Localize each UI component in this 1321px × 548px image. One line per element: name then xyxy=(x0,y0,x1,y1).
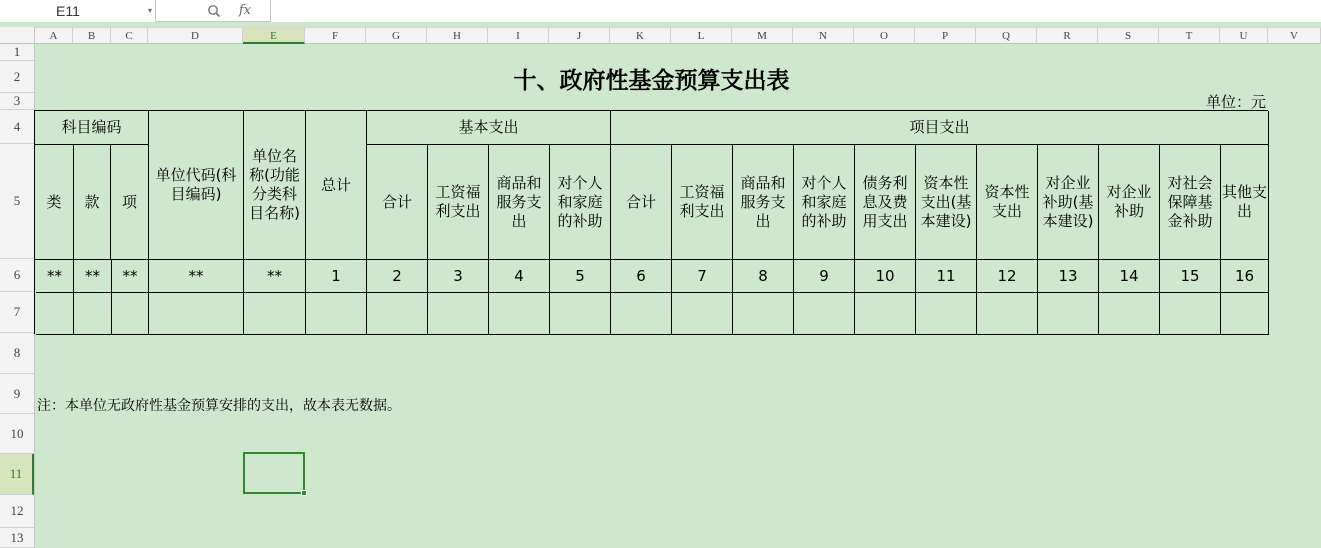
column-header-r[interactable]: R xyxy=(1037,28,1098,44)
row-header-3[interactable]: 3 xyxy=(0,93,34,110)
data-cell[interactable] xyxy=(1038,293,1099,335)
data-cell[interactable] xyxy=(916,293,977,335)
header-unit-code[interactable]: 单位代码(科目编码) xyxy=(149,111,244,260)
header-project-col-9[interactable]: 对企业补助 xyxy=(1099,145,1160,260)
column-header-n[interactable]: N xyxy=(793,28,854,44)
column-header-t[interactable]: T xyxy=(1159,28,1220,44)
index-cell[interactable]: 14 xyxy=(1099,260,1160,293)
header-basic-col-1[interactable]: 合计 xyxy=(367,145,428,260)
index-cell[interactable]: 15 xyxy=(1160,260,1221,293)
header-section[interactable]: 款 xyxy=(74,145,111,260)
index-cell[interactable]: 6 xyxy=(611,260,672,293)
header-basic-col-3[interactable]: 商品和服务支出 xyxy=(489,145,550,260)
header-project-col-2[interactable]: 工资福利支出 xyxy=(672,145,733,260)
row-header-7[interactable]: 7 xyxy=(0,292,34,333)
row-header-4[interactable]: 4 xyxy=(0,110,34,144)
header-basic-col-4[interactable]: 对个人和家庭的补助 xyxy=(550,145,611,260)
row-header-1[interactable]: 1 xyxy=(0,44,34,61)
index-cell[interactable]: 10 xyxy=(855,260,916,293)
active-cell-selection[interactable] xyxy=(243,452,305,494)
data-cell[interactable] xyxy=(36,293,74,335)
header-project-col-10[interactable]: 对社会保障基金补助 xyxy=(1160,145,1221,260)
data-cell[interactable] xyxy=(611,293,672,335)
data-cell[interactable] xyxy=(855,293,916,335)
formula-input[interactable] xyxy=(270,0,1321,22)
header-project-col-6[interactable]: 资本性支出(基本建设) xyxy=(916,145,977,260)
column-header-a[interactable]: A xyxy=(35,28,73,44)
column-header-e[interactable]: E xyxy=(243,28,305,44)
sheet-title: 十、政府性基金预算支出表 xyxy=(513,67,790,94)
header-project-col-5[interactable]: 债务利息及费用支出 xyxy=(855,145,916,260)
column-header-l[interactable]: L xyxy=(671,28,732,44)
fill-handle[interactable] xyxy=(301,490,307,496)
header-total[interactable]: 总计 xyxy=(306,111,367,260)
data-cell[interactable] xyxy=(428,293,489,335)
column-header-bar xyxy=(0,27,1321,44)
index-cell[interactable]: 9 xyxy=(794,260,855,293)
column-header-v[interactable]: V xyxy=(1268,28,1321,44)
index-cell[interactable]: 1 xyxy=(306,260,367,293)
column-header-q[interactable]: Q xyxy=(976,28,1037,44)
index-cell[interactable]: 5 xyxy=(550,260,611,293)
column-header-k[interactable]: K xyxy=(610,28,671,44)
header-project-col-1[interactable]: 合计 xyxy=(611,145,672,260)
index-cell[interactable]: ** xyxy=(149,260,244,293)
row-header-11[interactable]: 11 xyxy=(0,454,34,495)
index-cell[interactable]: 3 xyxy=(428,260,489,293)
row-header-2[interactable]: 2 xyxy=(0,61,34,93)
data-cell[interactable] xyxy=(367,293,428,335)
row-header-bar xyxy=(0,44,35,548)
column-header-u[interactable]: U xyxy=(1220,28,1268,44)
index-cell[interactable]: 11 xyxy=(916,260,977,293)
data-cell[interactable] xyxy=(306,293,367,335)
row-header-10[interactable]: 10 xyxy=(0,414,34,454)
column-header-j[interactable]: J xyxy=(549,28,610,44)
data-cell[interactable] xyxy=(244,293,306,335)
header-unit-name[interactable]: 单位名称(功能分类科目名称) xyxy=(244,111,306,260)
row-header-12[interactable]: 12 xyxy=(0,495,34,528)
header-project-col-7[interactable]: 资本性支出 xyxy=(977,145,1038,260)
data-cell[interactable] xyxy=(149,293,244,335)
header-project-col-3[interactable]: 商品和服务支出 xyxy=(733,145,794,260)
index-cell[interactable]: ** xyxy=(112,260,149,293)
index-cell[interactable]: ** xyxy=(244,260,306,293)
header-class[interactable]: 类 xyxy=(35,145,74,260)
column-header-i[interactable]: I xyxy=(488,28,549,44)
data-cell[interactable] xyxy=(1099,293,1160,335)
index-cell[interactable]: ** xyxy=(74,260,112,293)
column-header-h[interactable]: H xyxy=(427,28,488,44)
data-cell[interactable] xyxy=(1221,293,1269,335)
row-header-9[interactable]: 9 xyxy=(0,374,34,414)
data-cell[interactable] xyxy=(733,293,794,335)
header-basic-col-2[interactable]: 工资福利支出 xyxy=(428,145,489,260)
header-item[interactable]: 项 xyxy=(111,145,149,260)
column-header-f[interactable]: F xyxy=(305,28,366,44)
name-box[interactable]: E11 xyxy=(0,0,156,22)
column-header-d[interactable]: D xyxy=(148,28,243,44)
data-cell[interactable] xyxy=(489,293,550,335)
row-header-6[interactable]: 6 xyxy=(0,259,34,292)
select-all-corner[interactable] xyxy=(0,27,35,44)
index-cell[interactable]: 13 xyxy=(1038,260,1099,293)
header-subject-code[interactable]: 科目编码 xyxy=(35,111,149,145)
row-header-8[interactable]: 8 xyxy=(0,333,34,374)
index-cell[interactable]: 16 xyxy=(1221,260,1269,293)
header-project-col-11[interactable]: 其他支出 xyxy=(1221,145,1269,260)
header-project-col-8[interactable]: 对企业补助(基本建设) xyxy=(1038,145,1099,260)
column-header-m[interactable]: M xyxy=(732,28,793,44)
data-cell[interactable] xyxy=(74,293,112,335)
header-project-col-4[interactable]: 对个人和家庭的补助 xyxy=(794,145,855,260)
column-header-b[interactable]: B xyxy=(73,28,111,44)
index-cell[interactable]: 7 xyxy=(672,260,733,293)
index-cell[interactable]: 12 xyxy=(977,260,1038,293)
data-cell[interactable] xyxy=(1160,293,1221,335)
sheet-note[interactable]: 注：本单位无政府性基金预算安排的支出，故本表无数据。 xyxy=(37,398,401,414)
data-cell[interactable] xyxy=(977,293,1038,335)
name-box-dropdown-icon[interactable]: ▾ xyxy=(147,6,152,15)
index-cell[interactable]: 2 xyxy=(367,260,428,293)
column-header-g[interactable]: G xyxy=(366,28,427,44)
column-header-p[interactable]: P xyxy=(915,28,976,44)
data-cell[interactable] xyxy=(550,293,611,335)
index-cell[interactable]: 8 xyxy=(733,260,794,293)
zoom-icon[interactable] xyxy=(203,0,225,22)
header-project-expenditure[interactable]: 项目支出 xyxy=(611,111,1269,145)
unit-label: 单位：元 xyxy=(1205,93,1266,111)
index-cell[interactable]: ** xyxy=(36,260,74,293)
index-cell[interactable]: 4 xyxy=(489,260,550,293)
row-header-13[interactable]: 13 xyxy=(0,528,34,548)
insert-function-button[interactable]: fx xyxy=(238,3,252,18)
data-cell[interactable] xyxy=(672,293,733,335)
row-header-5[interactable]: 5 xyxy=(0,144,34,259)
column-header-o[interactable]: O xyxy=(854,28,915,44)
expenditure-table xyxy=(34,110,1268,334)
column-header-c[interactable]: C xyxy=(111,28,148,44)
data-cell[interactable] xyxy=(112,293,149,335)
header-basic-expenditure[interactable]: 基本支出 xyxy=(367,111,611,145)
column-header-s[interactable]: S xyxy=(1098,28,1159,44)
data-cell[interactable] xyxy=(794,293,855,335)
